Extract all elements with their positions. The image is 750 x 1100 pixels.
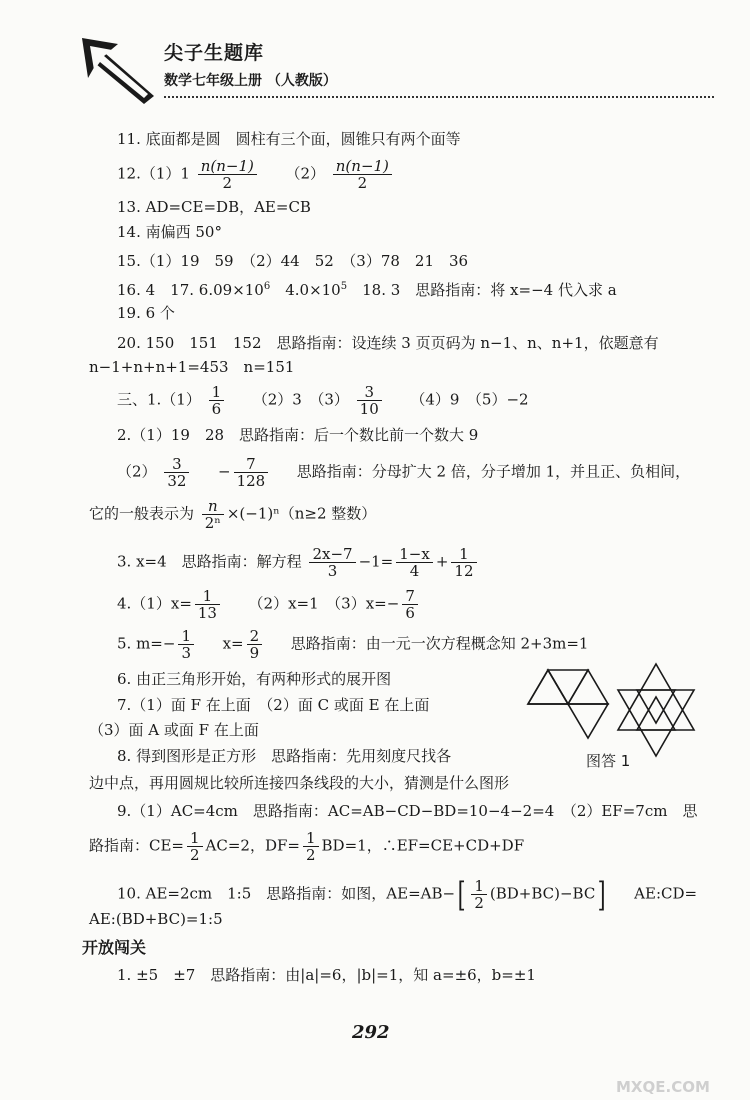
net-star bbox=[618, 664, 694, 756]
fraction: $\frac{n(n-1)}{2}$ bbox=[333, 158, 392, 191]
answer-3-8: 8. 得到图形是正方形 思路指南：先用刻度尺找各 bbox=[117, 747, 452, 765]
watermark-logo-icon bbox=[612, 1052, 742, 1098]
fraction: $\frac{1}{2}$ bbox=[471, 878, 487, 911]
answer-3-7b: （3）面 A 或面 F 在上面 bbox=[89, 721, 259, 739]
answer-3-2c: 它的一般表示为 $\frac{n}{\text{2ⁿ}}$ ×(−1)ⁿ（n≥2 整数） bbox=[89, 497, 377, 532]
fraction: $\frac{n}{\text{2ⁿ}}$ bbox=[202, 498, 224, 531]
answer-3-2b: （2） $\frac{3}{32}$ − $\frac{7}{128}$ 思路指南：分母扩大 2 倍，分子增加 1，并且正、负相间， bbox=[117, 455, 691, 490]
answer-3-8b: 边中点，再用圆规比较所连接四条线段的大小，猜测是什么图形 bbox=[89, 774, 510, 792]
net-strip bbox=[528, 670, 608, 738]
answer-3-10b: AE:(BD+BC)=1:5 bbox=[89, 910, 223, 928]
answer-16-18: 16. 4 17. $6.09\times 10^6$ $4.0\times 10^5$ 18. 3 思路指南：将 x=−4 代入求 a bbox=[117, 281, 617, 299]
answer-12: 12.（1）1 $\frac{n(n-1)}{2}$ （2） $\frac{n(n-1)}{2}$ bbox=[117, 158, 395, 191]
answer-3-2: 2.（1）19 28 思路指南：后一个数比前一个数大 9 bbox=[117, 426, 479, 444]
answer-11: 11. 底面都是圆 圆柱有三个面，圆锥只有两个面等 bbox=[117, 130, 461, 148]
answer-15: 15.（1）19 59 （2）44 52 （3）78 21 36 bbox=[117, 252, 469, 270]
book-subtitle: 数学七年级上册 （人教版） bbox=[164, 73, 337, 89]
fraction: $\frac{1}{2}$ bbox=[303, 830, 319, 863]
brand-title: 尖子生题库 bbox=[164, 42, 265, 64]
answer-20: 20. 150 151 152 思路指南：设连续 3 页页码为 n−1、n、n+1，依题意有 bbox=[117, 334, 659, 352]
answer-19: 19. 6 个 bbox=[117, 304, 175, 322]
fraction: $\frac{1}{2}$ bbox=[187, 830, 203, 863]
answer-3-1: 三、1.（1） $\frac{1}{6}$ （2）3 （3） $\frac{3}{10}$ （4）9 （5）−2 bbox=[117, 383, 529, 418]
answer-3-4: 4.（1）x= $\frac{1}{13}$ （2）x=1 （3）x=− $\frac{7}{6}$ bbox=[117, 588, 421, 621]
section-heading: 开放闯关 bbox=[82, 938, 147, 957]
answer-3-10: 10. AE=2cm 1:5 思路指南：如图，AE=AB−[ $\frac{1}{2}$ (BD+BC)−BC] AE:CD= bbox=[117, 874, 698, 915]
fraction: $\frac{3}{10}$ bbox=[357, 384, 382, 417]
fraction: $\frac{1}{13}$ bbox=[195, 588, 220, 621]
fraction: $\frac{7}{128}$ bbox=[234, 456, 269, 489]
fraction: $\frac{3}{32}$ bbox=[164, 456, 189, 489]
fraction: $\frac{n(n-1)}{2}$ bbox=[198, 158, 257, 191]
fraction: $\frac{1-x}{4}$ bbox=[396, 546, 433, 579]
svg-text:MXQE.COM: MXQE.COM bbox=[616, 1078, 710, 1096]
fraction: $\frac{2}{9}$ bbox=[247, 628, 263, 661]
answer-3-7: 7.（1）面 F 在上面 （2）面 C 或面 E 在上面 bbox=[117, 696, 430, 714]
fraction: $\frac{1}{3}$ bbox=[178, 628, 194, 661]
answer-3-9: 9.（1）AC=4cm 思路指南：AC=AB−CD−BD=10−4−2=4 （2）EF=7cm 思 bbox=[117, 802, 698, 820]
answer-3-6: 6. 由正三角形开始，有两种形式的展开图 bbox=[117, 670, 392, 688]
fraction: $\frac{2x-7}{3}$ bbox=[309, 546, 355, 579]
figure-caption: 图答 1 bbox=[586, 752, 631, 770]
answer-14: 14. 南偏西 50° bbox=[117, 223, 222, 241]
answer-3-5: 5. m=− $\frac{1}{3}$ x= $\frac{2}{9}$ 思路指南：由一元一次方程概念知 2+3m=1 bbox=[117, 627, 589, 662]
answer-3-9b: 路指南：CE= $\frac{1}{2}$ AC=2，DF= $\frac{1}{2}$ BD=1，∴EF=CE+CD+DF bbox=[89, 829, 525, 864]
fraction: $\frac{1}{6}$ bbox=[209, 384, 225, 417]
triangle-nets-figure bbox=[524, 660, 714, 760]
page-number: 292 bbox=[352, 1022, 390, 1043]
answer-3-3: 3. x=4 思路指南：解方程 $\frac{2x-7}{3}$ −1= $\frac{1-x}{4}$ + $\frac{1}{12}$ bbox=[117, 546, 480, 579]
answer-20-cont: n−1+n+n+1=453 n=151 bbox=[89, 358, 295, 376]
answer-13: 13. AD=CE=DB，AE=CB bbox=[117, 198, 311, 216]
answer-open-1: 1. ±5 ±7 思路指南：由|a|=6，|b|=1，知 a=±6，b=±1 bbox=[117, 966, 536, 984]
fraction: $\frac{7}{6}$ bbox=[402, 588, 418, 621]
fraction: $\frac{1}{12}$ bbox=[451, 546, 476, 579]
